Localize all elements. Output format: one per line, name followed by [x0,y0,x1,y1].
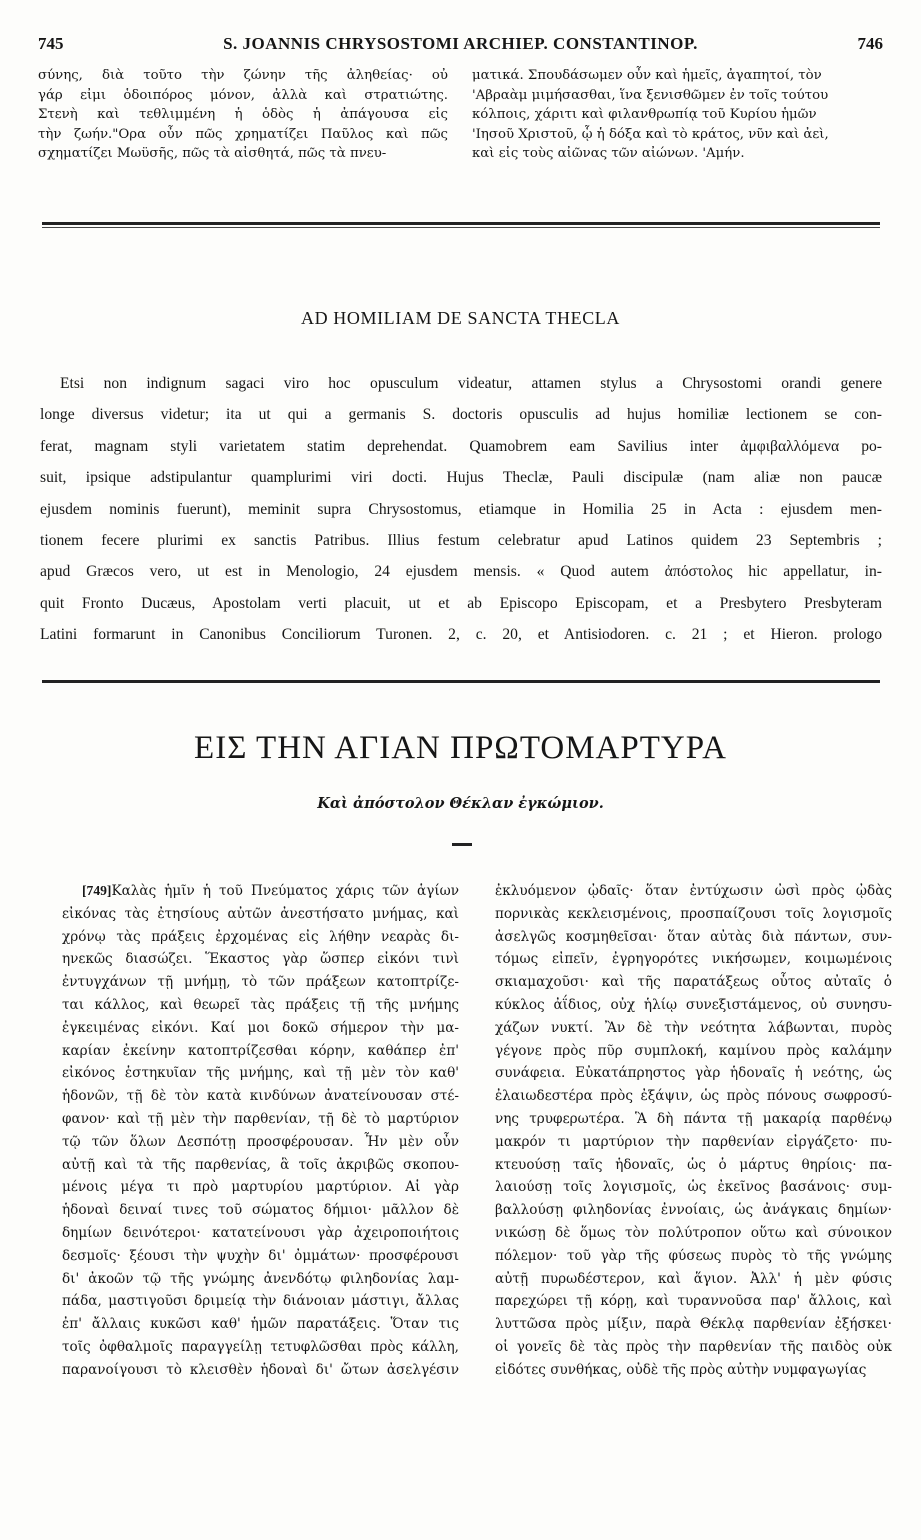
text-line: δεσμοῖς· ξέουσι τὴν ψυχὴν δι' ὀμμάτων· προσφέρουσι [62,1247,459,1264]
section-divider-middle [42,680,880,683]
text-line: μακρόν τι μαρτύριον τὴν παρθενίαν εἰργάζετο· πυ- [495,1133,892,1150]
text-line: ἐγκειμένας εἰκόνι. Καί μοι δοκῶ σήμερον τὴν μα- [62,1019,459,1036]
text-line: αὐτῇ πυρωδέστερον, καὶ ἅγιον. Ἀλλ' ἡ μὲν φύσις [495,1270,892,1287]
text-line: 'Ιησοῦ Χριστοῦ, ᾧ ἡ δόξα καὶ τὸ κράτος, νῦν καὶ ἀεὶ, [472,126,829,142]
text-line: γέγονε πρὸς πῦρ συμπλοκή, καμίνου πρὸς καλάμην [495,1042,892,1059]
text-line: καὶ εἰς τοὺς αἰῶνας τῶν αἰώνων. 'Αμήν. [472,146,745,161]
text-line: παρανοίγουσι τὸ κλεισθὲν ἡδοναὶ δι' ὤτων ἀσελγέσιν [62,1361,459,1378]
homily-title: ΕΙΣ ΤΗΝ ΑΓΙΑΝ ΠΡΩΤΟΜΑΡΤΥΡΑ [194,730,727,766]
text-line: σύνης, διὰ τοῦτο τὴν ζώνην τῆς ἀληθείας· οὐ [38,68,448,83]
latin-line: Latini formarunt in Canonibus Conciliorum Turonen. 2, c. 20, et Antisiodoren. c. 21 ; et Hieron. prologo [40,626,882,644]
text-line: ἐπ' ἄλλαις κυκῶσι καθ' ἡμῶν παρατάξεις. Ὅταν τις [62,1316,459,1333]
text-line: ἀσελγῶς κοσμηθεῖσαι· ὅταν αὐτὰς διὰ πάντων, συν- [495,928,892,945]
text-line: σχηματίζει Μωϋσῆς, πῶς τὰ αἰσθητά, πῶς τὰ πνευ- [38,146,387,161]
text-line: εἰκόνας τὰς ἐτησίους αὐτῶν ἀνεστήσατο μνήμας, καὶ [62,905,459,922]
text-line: τόμως εἰπεῖν, ἐγρηγορότες νικήσωμεν, κοιμωμένοις [495,951,892,968]
text-line [62,880,459,903]
latin-line: longe diversus videtur; ita ut qui a germanis S. doctoris opusculis ad hujus homiliæ lectionem se con- [40,406,882,424]
text-line: 'Αβραὰμ μιμήσασθαι, ἵνα ξενισθῶμεν ἐν τοῖς τούτου [472,87,829,103]
latin-line: ferat, magnam styli varietatem statim deprehendat. Quamobrem eam Savilius inter ἀμφιβαλλόμενα po- [40,437,882,455]
page-number-right: 746 [857,34,883,53]
text-line: δημίων δεινότεροι· κατατείνουσι γὰρ ἀχειροποιήτοις [62,1224,459,1241]
text-line: εἰκόνος ἑστηκυῖαν τῆς μνήμης, καὶ τῇ μὲν τὸν καθ' [62,1065,459,1082]
top-text-columns [38,66,883,164]
text-line: σκιαμαχοῦσι· καὶ τῆς παρατάξεως οὗτος αὐταῖς ὁ [495,974,892,991]
column-marker: [749] [82,883,112,898]
latin-line: apud Græcos vero, ut est in Menologio, 24 ejusdem mensis. « Quod autem ἀπόστολος hic appellatur, in- [40,563,882,581]
text-line: λαιούσῃ τοῖς λογισμοῖς, ὡς ἐκεῖνος βασάνοις· συμ- [495,1179,892,1196]
running-title: S. JOANNIS CHRYSOSTOMI ARCHIEP. CONSTANTINOP. [223,34,698,53]
text-line: τοῖς ὀφθαλμοῖς παραγγείλῃ τετυφλῶσθαι πρὸς κάλλη, [62,1338,459,1355]
text-line: φανον· καὶ τῇ μὲν τὴν παρθενίαν, τῇ δὲ τὸ μαρτύριον [62,1110,459,1127]
homily-text-columns [62,880,892,1382]
latin-line: Etsi non indignum sagaci viro hoc opusculum videatur, attamen stylus a Chrysostomi orandi genere [60,375,882,392]
text-line: χάζων νυκτί. Ἂν δὲ τὴν νεότητα λάβωνται, πυρὸς [495,1019,892,1036]
text-line: κύκλος ἀΐδιος, οὐχ ἡλίῳ συνεξιστάμενος, οὐ συνησυ- [495,996,892,1013]
text-line: ἐντυγχάνων τῇ μνήμῃ, τὸ τῶν πράξεων κατοπτρίζε- [62,974,459,991]
text-line: συνάφεια. Εὐκατάπρηστος γὰρ ἡδοναῖς ἡ νεότης, ὡς [495,1065,892,1082]
text-line: κόλποις, χάριτι καὶ φιλανθρωπίᾳ τοῦ Κυρίου ἡμῶν [472,107,817,122]
text-line: νης τρυφερωτέρα. Ἃ δὴ πάντα τῇ μακαρίᾳ παρθένῳ [495,1110,892,1127]
latin-line: quit Fronto Ducæus, Apostolam verti placuit, ut et ab Episcopo Episcopam, et a Presbytero Presbyteram [40,594,882,612]
text-line: βαλλούσῃ φιληδονίας ἐννοίαις, ὡς ἀνάγκαις δημίων· [495,1202,892,1219]
title-dash [452,843,472,846]
section-divider-top [42,222,880,225]
text-line: Στενὴ καὶ τεθλιμμένη ἡ ὁδὸς ἡ ἀπάγουσα εἰς [38,107,448,122]
text-line: πορνικὰς κεκλεισμένοις, προσπαίζουσι τοῖς λογισμοῖς [495,905,892,922]
text-line: αὐτῇ καὶ τὰ τῆς παρθενίας, ἃ τοῖς ἀκριβῶς σκοπου- [62,1156,459,1173]
text-line: καρίαν ἐκείνην κατοπτρίζεσθαι κόρην, καθάπερ ἐπ' [62,1042,459,1059]
homily-right-column [495,880,892,1382]
text-line: μένοις μέγα τι πρὸ μαρτυρίου μαρτύριον. Αἱ γὰρ [62,1179,459,1196]
text-line: λυττῶσα πρὸς μίξιν, παρὰ Θέκλᾳ παρθενίαν ἐξήσκει· [495,1316,892,1333]
text-line: τῷ τῶν ὅλων Δεσπότῃ προσφέρουσαν. Ἦν μὲν οὖν [62,1133,459,1150]
top-left-column [38,66,448,164]
text-line-content: Καλὰς ἡμῖν ἡ τοῦ Πνεύματος χάρις τῶν ἁγίων [111,883,459,899]
text-line: παρεχώρει τῇ κόρῃ, καὶ τυραννοῦσα παρ' ἄλλοις, καὶ [495,1293,892,1310]
text-line: κτευούσῃ ταῖς ἡδοναῖς, ὡς ὁ μάρτυς θηρίοις· πα- [495,1156,892,1173]
page-header [38,34,883,58]
latin-introduction [40,368,882,651]
latin-line: suit, ipsique adstipulantur quamplurimi viri docti. Hujus Theclæ, Pauli discipulæ (nam aliæ non paucæ [40,469,882,487]
text-line: ἡδονῶν, τῇ δὲ τὸν κατὰ κινδύνων ἀνατείνουσαν στέ- [62,1088,459,1105]
latin-line: tionem fecere plurimi ex sanctis Patribus. Illius festum celebratur apud Latinos quidem 23 Septembris ; [40,532,882,550]
homily-subtitle: Καὶ ἀπόστολον Θέκλαν ἐγκώμιον. [317,795,604,812]
text-line: ται κάλλος, καὶ θεωρεῖ τὰς πράξεις τῇ τῆς μνήμης [62,996,459,1013]
text-line: χρόνῳ τὰς πράξεις ἐρχομένας εἰς λήθην νεαρὰς δι- [62,928,459,945]
text-line: ηνεκῶς διασώζει. Ἕκαστος γὰρ ὥσπερ εἰκόνι τινὶ [62,951,459,968]
text-line: πάδα, μαστιγοῦσι δριμείᾳ τὴν διάνοιαν μάστιγι, ἄλλας [62,1293,459,1310]
text-line: ἐλαιωδεστέρα πρὸς ἐξάψιν, ὡς πρὸς πόνους σωφροσύ- [495,1088,892,1105]
text-line: νικώσῃ δὲ ὅμως τὸν πολύτροπον οὕτω καὶ σύνοικον [495,1224,892,1241]
text-line: πόλεμον· τοῦ γὰρ τῆς φύσεως πυρὸς τὸ τῆς γνώμης [495,1247,892,1264]
text-line: εἰδότες συνθήκας, οὐδὲ τῆς πρὸς αὐτὴν νυμφαγωγίας [495,1361,867,1378]
text-line: ἡδοναὶ δειναί τινες τοῦ σώματος δήμιοι· μᾶλλον δὲ [62,1202,459,1219]
page-number-left: 745 [38,34,64,53]
section-divider-top-thin [42,227,880,228]
text-line: ματικά. Σπουδάσωμεν οὖν καὶ ἡμεῖς, ἀγαπητοί, τὸν [472,68,822,83]
latin-section-title: AD HOMILIAM DE SANCTA THECLA [300,308,621,328]
text-line: γάρ εἰμι ὁδοιπόρος μόνον, ἀλλὰ καὶ στρατιώτης. [38,87,448,103]
text-line: δι' ἀκοῶν τῷ τῆς γνώμης ἀνενδότῳ φιληδονίας λαμ- [62,1270,459,1287]
top-right-column [472,66,882,164]
latin-line: ejusdem nominis fuerunt), meminit supra Chrysostomus, etiamque in Homilia 25 in Acta : ejusdem men- [40,500,882,518]
text-line: τὴν ζωήν."Ορα οὖν πῶς χρηματίζει Παῦλος καὶ πῶς [38,126,448,142]
text-line: ἐκλυόμενον ᾠδαῖς· ὅταν ἐντύχωσιν ὠσὶ πρὸς ᾠδὰς [495,883,892,899]
homily-left-column [62,880,459,1382]
text-line: οἱ γονεῖς δὲ τὰς πρὸς τὴν παρθενίαν τῆς παιδὸς οὐκ [495,1338,892,1355]
